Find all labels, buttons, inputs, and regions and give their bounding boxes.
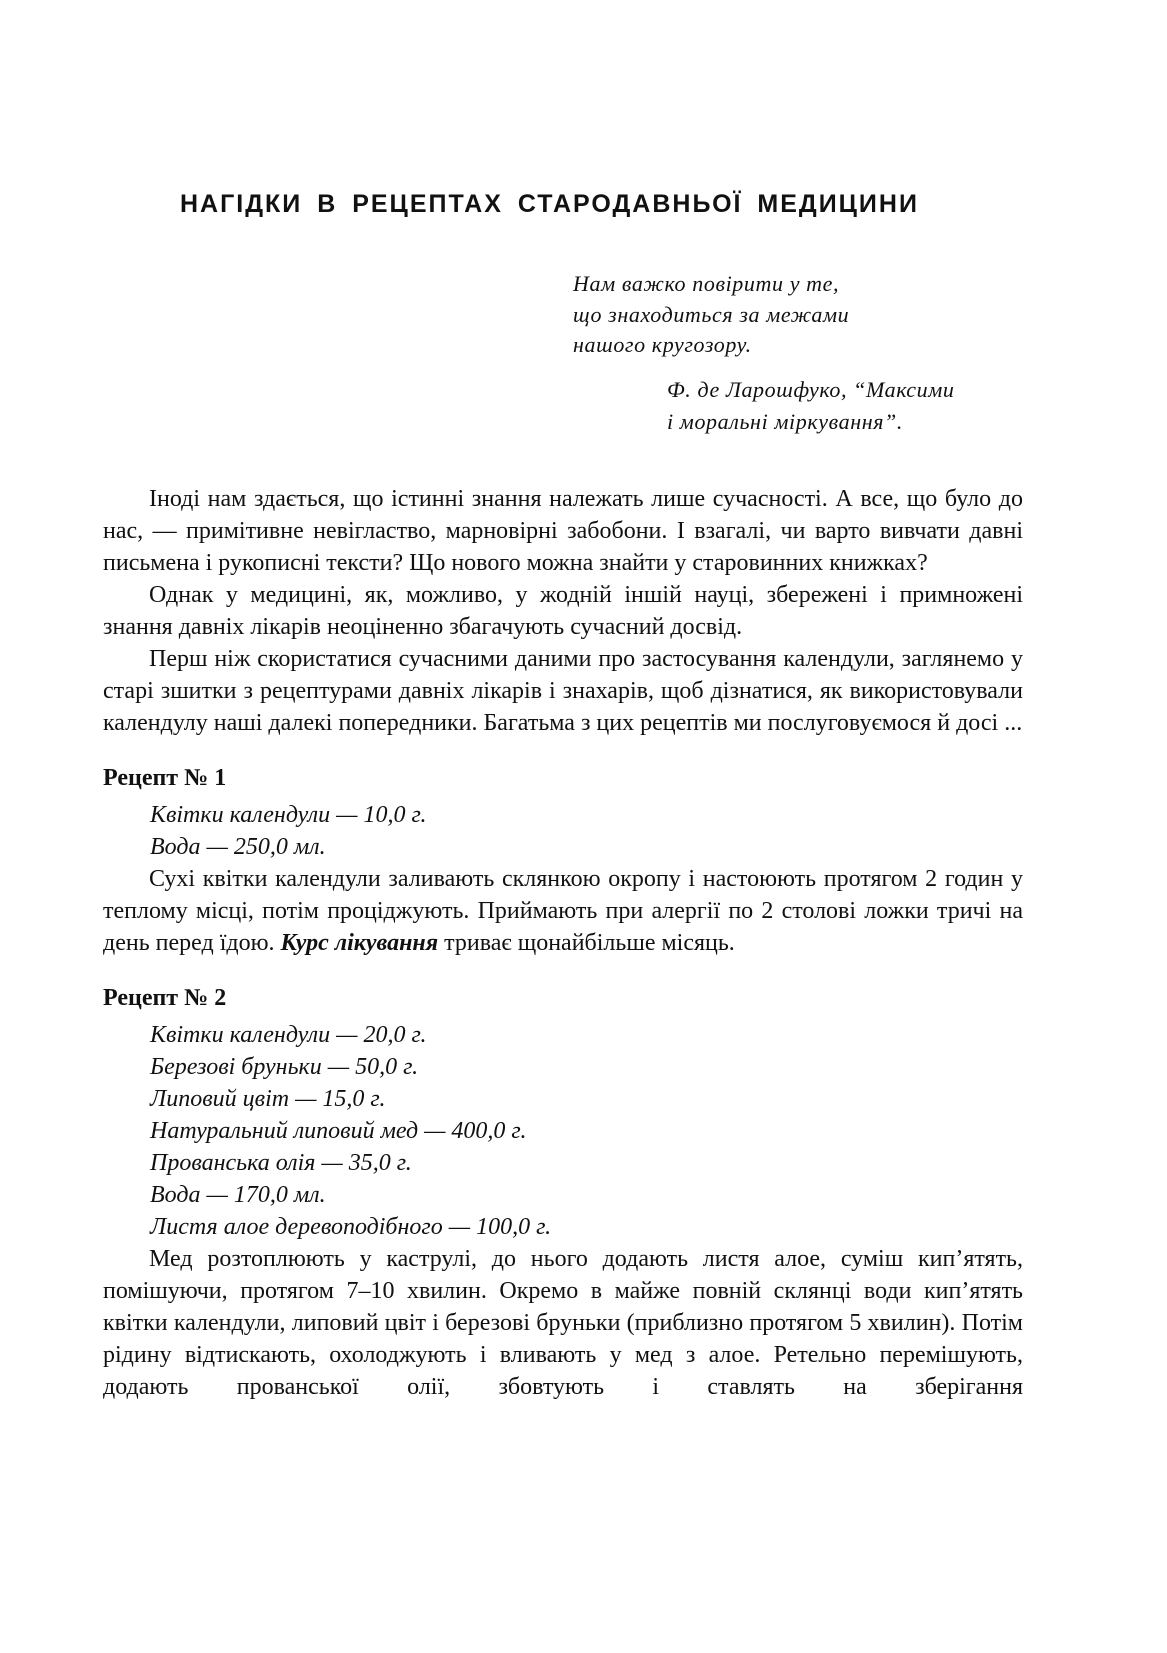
attribution-line: і моральні міркування”. xyxy=(667,409,903,434)
recipe-heading: Рецепт № 1 xyxy=(103,765,227,791)
ingredient-line: Липовий цвіт — 15,0 г. xyxy=(150,1086,386,1112)
recipe-instructions xyxy=(103,863,1023,959)
ingredient-line: Листя алое деревоподібного — 100,0 г. xyxy=(150,1214,552,1240)
chapter-title: НАГІДКИ В РЕЦЕПТАХ СТАРОДАВНЬОЇ МЕДИЦИНИ xyxy=(180,190,919,218)
ingredient-line: Квітки календули — 10,0 г. xyxy=(150,802,427,828)
recipe-instructions: Мед розтоплюють у каструлі, до нього додають листя алое, суміш кип’ятять, помішуючи, протягом 7–10 хвилин. Окремо в майже повній склянці води кип’ятять квітки календули, липовий цвіт і березові бруньки (приблизно протягом 5 хвилин). Потім рідину відтискають, охолоджують і вливають у мед з алое. Ретельно перемішують, додають прованської олії, збовтують і ставлять на зберігання xyxy=(103,1246,1023,1400)
main-text xyxy=(103,483,1023,1403)
ingredient-line: Вода — 170,0 мл. xyxy=(150,1182,326,1208)
ingredient-line: Квітки календули — 20,0 г. xyxy=(150,1022,427,1048)
emphasized-term: Курс лікування xyxy=(280,930,439,956)
epigraph-line: Нам важко повірити у те, xyxy=(573,271,840,296)
recipe-text: Сухі квітки календули заливають склянкою окропу і настоюють протягом 2 годин у теплому місці, потім проціджують. Приймають при алергії по 2 столові ложки тричі на день перед їдою. xyxy=(103,866,1023,956)
epigraph-line: нашого кругозору. xyxy=(573,332,752,357)
intro-paragraph: Іноді нам здається, що істинні знання належать лише сучасності. А все, що було до нас, — примітивне невігластво, марновірні забобони. І взагалі, чи варто вивчати давні письмена і рукописні тексти? Що нового можна знайти у старовинних книжках? xyxy=(103,486,1023,576)
intro-paragraph: Перш ніж скористатися сучасними даними про застосування календули, заглянемо у старі зшитки з рецептурами давніх лікарів і знахарів, щоб дізнатися, як використовували календулу наші далекі попередники. Багатьма з цих рецептів ми послуговуємося й досі ... xyxy=(103,646,1023,736)
recipe-heading: Рецепт № 2 xyxy=(103,985,227,1011)
ingredient-line: Прованська олія — 35,0 г. xyxy=(150,1150,412,1176)
attribution-line: Ф. де Ларошфуко, “Максими xyxy=(667,377,955,402)
epigraph-line: що знаходиться за межами xyxy=(573,301,850,327)
ingredient-line: Вода — 250,0 мл. xyxy=(150,834,326,860)
intro-paragraph: Однак у медицині, як, можливо, у жодній іншій науці, збережені і примножені знання давніх лікарів неоціненно збагачують сучасний досвід. xyxy=(103,582,1023,640)
epigraph-quote xyxy=(573,269,1013,361)
epigraph-attribution xyxy=(667,374,1067,438)
ingredient-line: Натуральний липовий мед — 400,0 г. xyxy=(150,1118,527,1144)
ingredient-line: Березові бруньки — 50,0 г. xyxy=(150,1054,419,1080)
recipe-text: триває щонайбільше місяць. xyxy=(438,930,735,956)
